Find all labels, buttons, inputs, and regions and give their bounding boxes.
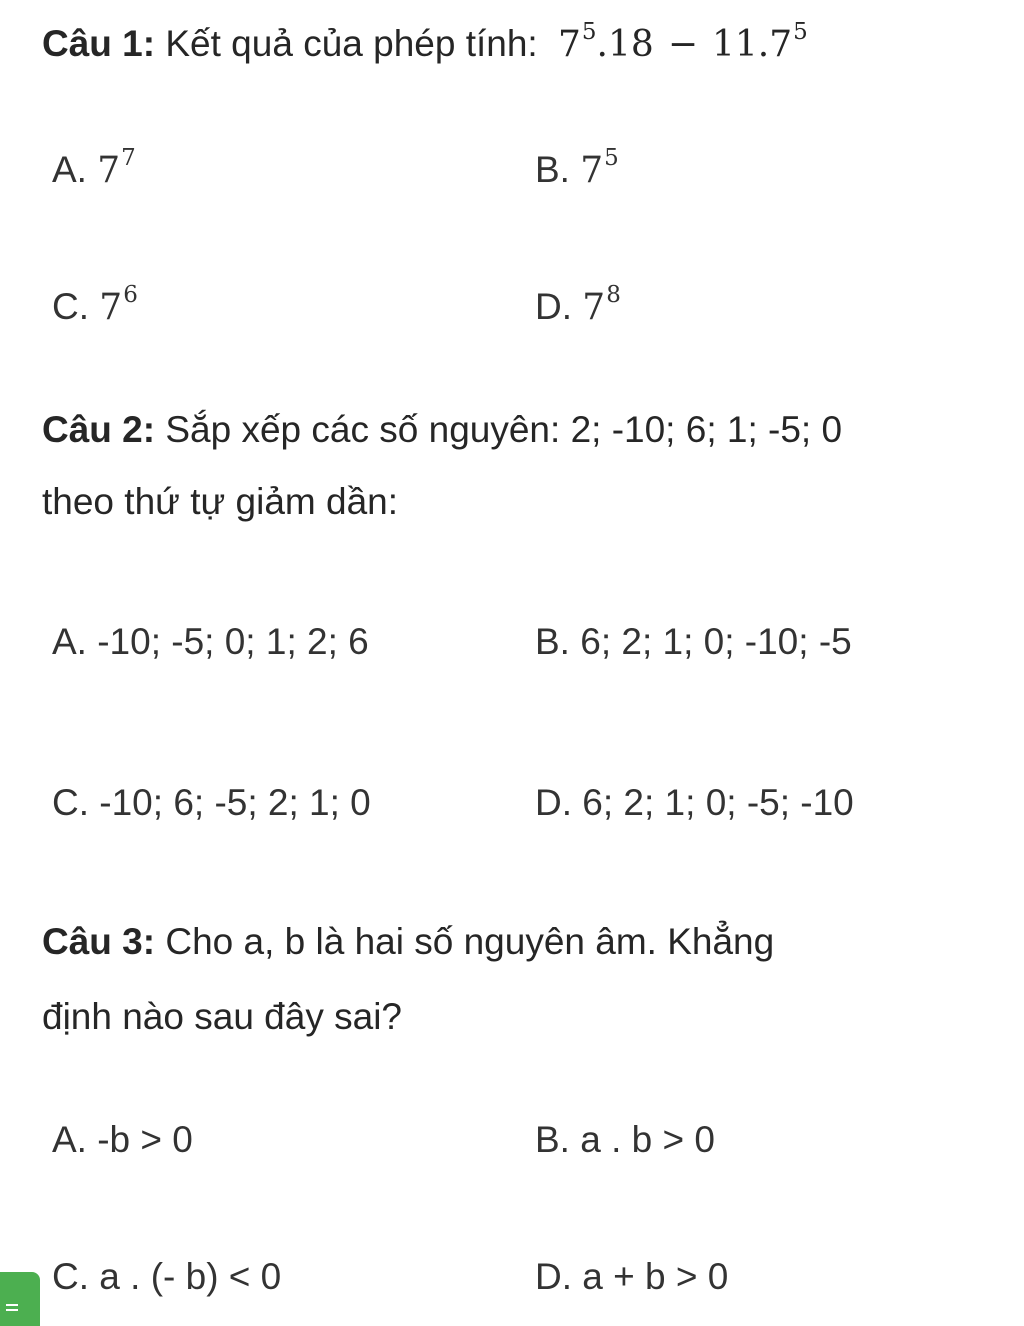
question-2-text: Sắp xếp các số nguyên: 2; -10; 6; 1; -5; 0 <box>165 409 843 450</box>
option-base: 7 <box>97 150 121 191</box>
option-base: 7 <box>580 150 604 191</box>
question-1-option-a[interactable] <box>52 145 136 193</box>
question-3-option-a[interactable]: A. -b > 0 <box>52 1119 193 1160</box>
option-exponent: 8 <box>606 282 621 308</box>
menu-icon <box>6 1304 18 1316</box>
option-letter: A. <box>52 149 87 190</box>
expr-multiplier: .18 <box>596 24 654 65</box>
question-2-stem-line-2: theo thứ tự giảm dần: <box>42 481 399 522</box>
expr-exponent-2: 5 <box>793 19 808 45</box>
side-menu-tab[interactable] <box>0 1272 40 1326</box>
question-1-option-c[interactable] <box>52 282 138 330</box>
expr-base-1: 7 <box>558 24 581 65</box>
question-2-stem-line-1 <box>42 408 842 452</box>
question-3-stem-line-2: định nào sau đây sai? <box>42 996 402 1037</box>
question-2-label: Câu 2: <box>42 409 156 450</box>
question-3-stem-line-1 <box>42 920 774 964</box>
option-letter: B. <box>535 149 570 190</box>
option-base: 7 <box>582 287 606 328</box>
question-2-option-c[interactable]: C. -10; 6; -5; 2; 1; 0 <box>52 782 371 823</box>
question-2-option-a[interactable]: A. -10; -5; 0; 1; 2; 6 <box>52 621 369 662</box>
question-3-text: Cho a, b là hai số nguyên âm. Khẳng <box>165 921 775 962</box>
question-3-label: Câu 3: <box>42 921 156 962</box>
expr-exponent-1: 5 <box>581 19 597 45</box>
question-2-option-b[interactable]: B. 6; 2; 1; 0; -10; -5 <box>535 621 852 662</box>
option-letter: D. <box>535 286 572 327</box>
question-3-option-d[interactable]: D. a + b > 0 <box>535 1256 729 1297</box>
expr-minus: − <box>667 24 698 65</box>
option-base: 7 <box>99 287 123 328</box>
question-1-stem <box>42 19 808 67</box>
option-exponent: 7 <box>121 145 136 171</box>
question-2-option-d[interactable]: D. 6; 2; 1; 0; -5; -10 <box>535 782 854 823</box>
option-letter: C. <box>52 286 89 327</box>
question-3-option-c[interactable]: C. a . (- b) < 0 <box>52 1256 282 1297</box>
question-1-expression <box>558 19 808 65</box>
option-exponent: 6 <box>123 282 138 308</box>
question-1-text: Kết quả của phép tính: <box>165 23 538 64</box>
question-1-label: Câu 1: <box>42 23 156 64</box>
question-1-option-b[interactable] <box>535 145 619 193</box>
question-3-option-b[interactable]: B. a . b > 0 <box>535 1119 715 1160</box>
question-1-option-d[interactable] <box>535 282 621 330</box>
option-exponent: 5 <box>604 145 619 171</box>
expr-term-2: 11.7 <box>711 24 793 65</box>
